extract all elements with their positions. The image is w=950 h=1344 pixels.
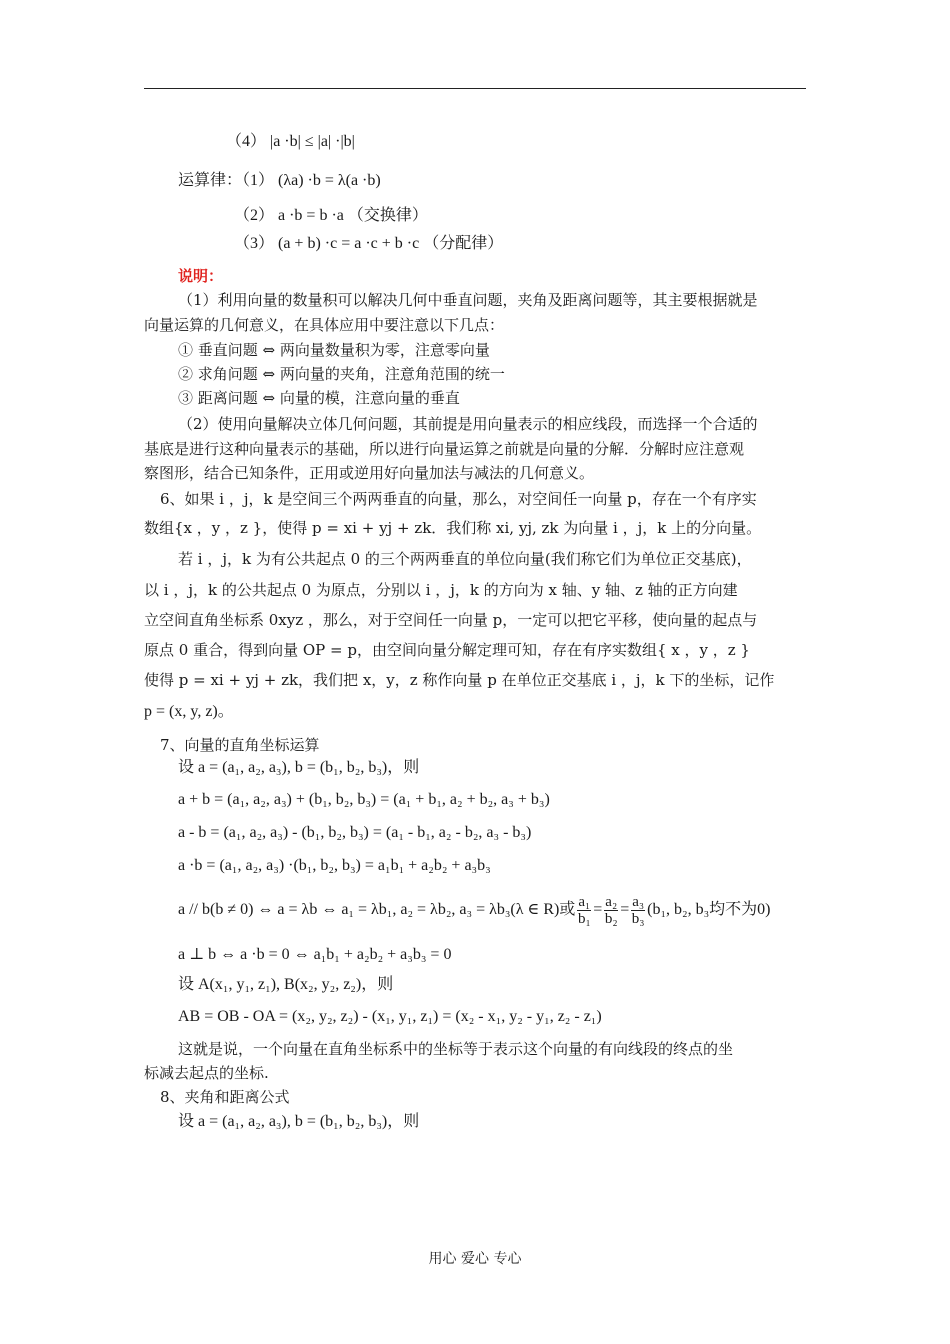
- formula-line: 设 a = (a₁, a₂, a₃), b = (b₁, b₂, b₃)，则: [178, 759, 420, 776]
- list-item: ① 垂直问题 ⇔ 两向量数量积为零，注意零向量: [178, 341, 490, 359]
- paragraph-line: 基底是进行这种向量表示的基础，所以进行向量运算之前就是向量的分解．分解时应注意观: [144, 440, 745, 458]
- section-heading-8: 8、夹角和距离公式: [160, 1088, 290, 1106]
- paragraph-line: 标减去起点的坐标.: [144, 1064, 269, 1082]
- parallel-condition: a // b(b ≠ 0) ⇔ a = λb ⇔ a₁ = λb₁, a₂ = λb₂, a₃ = λb₃(λ ∈ R)或 $\frac{\text{a₁}}{\text{b₁}}$ = $\frac{\text{a₂}}{\text{b₂}}$ = $\frac{\text{a₃}}{\text{b₃}}$ (b₁, b₂, b₃均不为0): [178, 893, 771, 927]
- paragraph-line: 原点 0 重合，得到向量 OP = p，由空间向量分解定理可知，存在有序实数组{ x ，y ，z }: [144, 641, 750, 659]
- paragraph-line: p = (x, y, z)。: [144, 703, 234, 720]
- formula-line: AB = OB - OA = (x₂, y₂, z₂) - (x₁, y₁, z₁) = (x₂ - x₁, y₂ - y₁, z₂ - z₁): [178, 1008, 602, 1025]
- paragraph-line: 使得 p = xi + yj + zk，我们把 x，y，z 称作向量 p 在单位正交基底 i ，j，k 下的坐标，记作: [144, 671, 775, 689]
- notes-heading: 说明：: [178, 267, 224, 285]
- paragraph-line: 立空间直角坐标系 0xyz ，那么，对于空间任一向量 p，一定可以把它平移，使向量的起点与: [144, 611, 758, 629]
- paragraph-line: 若 i ，j，k 为有公共起点 0 的三个两两垂直的单位向量(我们称它们为单位正交基底)，: [178, 550, 752, 568]
- page-footer: 用心 爱心 专心: [428, 1251, 522, 1267]
- formula-line: a + b = (a₁, a₂, a₃) + (b₁, b₂, b₃) = (a₁ + b₁, a₂ + b₂, a₃ + b₃): [178, 791, 550, 808]
- formula-line: a ·b = (a₁, a₂, a₃) ·(b₁, b₂, b₃) = a₁b₁ + a₂b₂ + a₃b₃: [178, 857, 491, 874]
- paragraph-line: 向量运算的几何意义，在具体应用中要注意以下几点：: [144, 316, 505, 334]
- inequality-line: （4） |a ·b| ≤ |a| ·|b|: [226, 133, 355, 150]
- fraction: $\frac{\text{a₃}}{\text{b₃}}$: [631, 893, 645, 927]
- paragraph-line: 6、如果 i ，j，k 是空间三个两两垂直的向量，那么，对空间任一向量 p，存在一个有序实: [160, 490, 757, 508]
- paragraph-line: 以 i ，j，k 的公共起点 0 为原点，分别以 i ，j，k 的方向为 x 轴、y 轴、z 轴的正方向建: [144, 581, 738, 599]
- operation-law-2: （2） a ·b = b ·a （交换律）: [234, 207, 428, 224]
- formula-line: 设 a = (a₁, a₂, a₃), b = (b₁, b₂, b₃)，则: [178, 1113, 420, 1130]
- fraction: $\frac{\text{a₂}}{\text{b₂}}$: [604, 893, 618, 927]
- paragraph-line: 数组{x ，y ，z }，使得 p = xi + yj + zk．我们称 xi, yj, zk 为向量 i ，j，k 上的分向量。: [144, 519, 762, 537]
- section-heading-7: 7、向量的直角坐标运算: [160, 736, 320, 754]
- formula-line: 设 A(x₁, y₁, z₁), B(x₂, y₂, z₂)，则: [178, 976, 394, 993]
- paragraph-line: 察图形，结合已知条件，正用或逆用好向量加法与减法的几何意义。: [144, 464, 595, 482]
- paragraph-line: （2）使用向量解决立体几何问题，其前提是用向量表示的相应线段，而选择一个合适的: [178, 415, 758, 433]
- formula-line: a - b = (a₁, a₂, a₃) - (b₁, b₂, b₃) = (a₁ - b₁, a₂ - b₂, a₃ - b₃): [178, 824, 532, 841]
- paragraph-line: 这就是说，一个向量在直角坐标系中的坐标等于表示这个向量的有向线段的终点的坐: [178, 1040, 734, 1058]
- operation-law-1: 运算律：（1） (λa) ·b = λ(a ·b): [178, 172, 381, 189]
- header-rule: [144, 88, 806, 89]
- list-item: ② 求角问题 ⇔ 两向量的夹角，注意角范围的统一: [178, 365, 505, 383]
- formula-line: a ⊥ b ⇔ a ·b = 0 ⇔ a₁b₁ + a₂b₂ + a₃b₃ = 0: [178, 946, 452, 963]
- fraction: $\frac{\text{a₁}}{\text{b₁}}$: [577, 893, 591, 927]
- operation-law-3: （3） (a + b) ·c = a ·c + b ·c （分配律）: [234, 235, 504, 252]
- list-item: ③ 距离问题 ⇔ 向量的模，注意向量的垂直: [178, 389, 460, 407]
- paragraph-line: （1）利用向量的数量积可以解决几何中垂直问题，夹角及距离问题等，其主要根据就是: [178, 291, 758, 309]
